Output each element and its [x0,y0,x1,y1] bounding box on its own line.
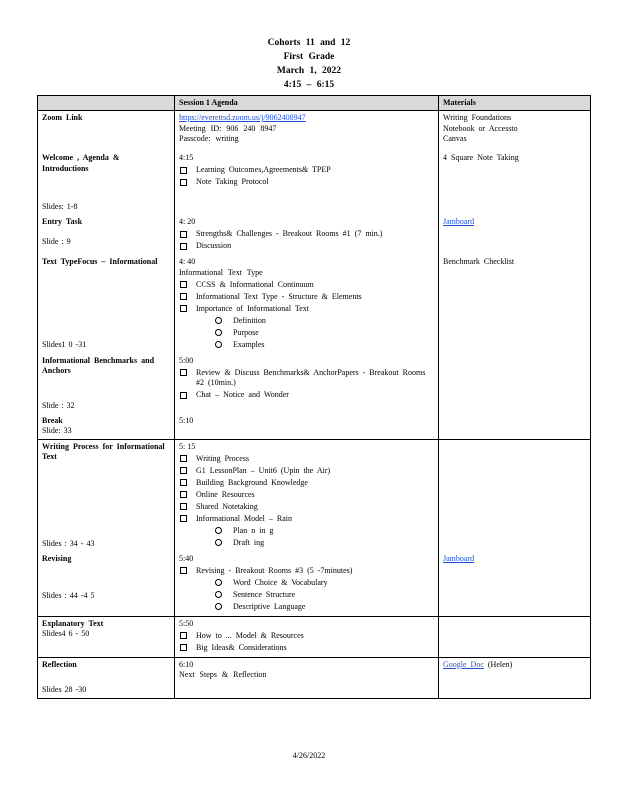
materials-text: Canvas [443,134,467,143]
slides-label: Slides : 44 -4 5 [42,591,95,600]
slides-label: Slides 28 -30 [42,685,87,694]
time-label: 4: 40 [179,257,196,266]
materials-column-header: Materials [439,96,591,111]
list-item: CCSS & Informational Continuum [179,280,434,291]
list-item: Informational Text Type - Structure & Elements [179,292,434,303]
materials-text: 4 Square Note Taking [443,153,519,162]
table-row [38,439,591,552]
table-row [38,111,591,152]
table-row [38,215,591,255]
footer-date: 4/26/2022 [292,751,326,760]
sub-list-item: Word Choice & Vocabulary [215,578,434,589]
jamboard-link[interactable]: Jamboard [443,217,475,226]
list-item: Shared Notetaking [179,502,434,513]
slides-label: Slides: 1-8 [42,201,78,211]
list-item: Informational Model – Rain [179,514,434,525]
list-item: Discussion [179,241,434,252]
materials-text: Writing Foundations [443,113,512,122]
grade-line: First Grade [283,52,335,62]
slides-label: Slides : 34 - 43 [42,539,95,548]
sub-list-item: Draft ing [215,538,434,549]
materials-note: (Helen) [487,659,513,669]
table-row [38,151,591,215]
sub-list-item: Sentence Structure [215,590,434,601]
materials-text: Notebook or Accessto [443,123,518,133]
topic-label: Break [42,415,63,425]
topic-label: Reflection [42,659,77,669]
table-row [38,414,591,440]
google-doc-link[interactable]: Google Doc [443,659,484,669]
meeting-id: Meeting ID: 906 240 8947 [179,123,277,133]
table-row [38,657,591,698]
agenda-column-header: Session 1 Agenda [175,96,439,111]
topic-label: Welcome , Agenda & Introductions [42,153,120,173]
sub-list-item: Definition [215,316,434,327]
time-label: 5:00 [179,355,194,365]
table-row [38,552,591,617]
sub-list-item: Purpose [215,328,434,339]
date-line: March 1, 2022 [276,66,342,76]
list-item: Big Ideas& Considerations [179,643,434,654]
topic-label: Writing Process for Informational Text [42,441,165,461]
time-label: 4:15 [179,153,194,162]
list-item: Writing Process [179,454,434,465]
topic-label: Zoom Link [42,113,83,122]
list-item: Review & Discuss Benchmarks& AnchorPapers - Breakout Rooms #2 (10min.) [179,368,434,389]
topic-label: Entry Task [42,217,83,226]
slides-label: Slide: 33 [42,426,72,435]
time-label: 6:10 [179,659,194,669]
list-item: Learning Outcomes,Agreements& TPEP [179,165,434,176]
document-header [0,36,618,92]
topic-label: Informational Benchmarks and Anchors [42,355,155,375]
slides-label: Slide : 32 [42,401,75,410]
materials-text: Benchmark Checklist [443,257,515,266]
list-item: Chat – Notice and Wonder [179,390,434,401]
list-item: G1 LessonPlan – Unit6 (Upin the Air) [179,466,434,477]
topic-label: Text TypeFocus – Informational [42,257,158,266]
time-label: 5:40 [179,553,194,563]
slides-label: Slide : 9 [42,236,71,246]
slides-label: Slides4 6 - 50 [42,629,90,638]
list-item: Note Taking Protocol [179,177,434,188]
table-row [38,255,591,354]
time-line: 4:15 – 6:15 [283,80,335,90]
time-label: 5:50 [179,618,194,628]
cohorts-line: Cohorts 11 and 12 [267,38,351,48]
jamboard-link[interactable]: Jamboard [443,553,475,563]
table-row [38,616,591,657]
slides-label: Slides1 0 -31 [42,340,87,349]
list-item: Strengths& Challenges - Breakout Rooms #1 (7 min.) [179,229,434,240]
sub-list-item: Examples [215,340,434,351]
list-item: How to ... Model & Resources [179,631,434,642]
sub-list-item: Descriptive Language [215,602,434,613]
list-item: Building Background Knowledge [179,478,434,489]
list-item: Revising - Breakout Rooms #3 (5 -7minutes) [179,566,434,577]
section-subtitle: Next Steps & Reflection [179,670,267,679]
agenda-table [37,95,591,699]
time-label: 5: 15 [179,441,196,451]
time-label: 4: 20 [179,217,196,226]
passcode: Passcode: writing [179,134,239,143]
list-item: Importance of Informational Text [179,304,434,315]
table-row [38,354,591,414]
table-header-row [38,96,591,111]
topic-label: Explanatory Text [42,618,104,628]
zoom-link[interactable]: https://everettsd.zoom.us/j/9062408947 [179,113,306,122]
topic-column-header [38,96,175,111]
section-subtitle: Informational Text Type [179,267,263,277]
list-item: Online Resources [179,490,434,501]
time-label: 5:10 [179,415,194,425]
topic-label: Revising [42,553,72,563]
sub-list-item: Plan n in g [215,526,434,537]
